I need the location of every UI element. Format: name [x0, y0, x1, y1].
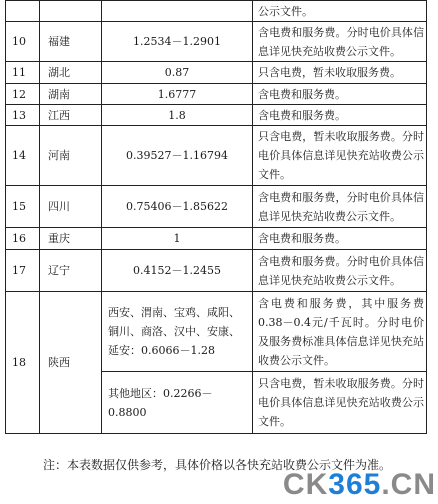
- cell-province: 辽宁: [40, 250, 102, 292]
- cell-price: 1.2534－1.2901: [102, 22, 253, 62]
- table-row: [6, 62, 427, 84]
- cell-no: 11: [6, 62, 40, 84]
- cell-province: 福建: [40, 22, 102, 62]
- table-row: [6, 250, 427, 292]
- cell-note: 含电费和服务费。: [253, 105, 427, 126]
- cell-note: 公示文件。: [253, 1, 427, 22]
- cell-province: 陕西: [40, 292, 102, 434]
- cell-note: 只含电费，暂未收取服务费。: [253, 62, 427, 84]
- cell-note: 只含电费，暂未收取服务费。分时电价具体信息详见快充站收费公示文件。: [253, 372, 427, 434]
- watermark-accent: 365: [328, 468, 382, 501]
- table-row: [6, 1, 427, 22]
- cell-no: 15: [6, 186, 40, 228]
- cell-price: [102, 1, 253, 22]
- cell-no: 13: [6, 105, 40, 126]
- cell-price-subregion: 西安、渭南、宝鸡、咸阳、铜川、商洛、汉中、安康、延安：0.6066－1.28: [102, 292, 253, 372]
- cell-note: 含电费和服务费。分时电价具体信息详见快充站收费公示文件。: [253, 250, 427, 292]
- cell-price-subregion: 其他地区：0.2266－0.8800: [102, 372, 253, 434]
- cell-province: [40, 1, 102, 22]
- cell-province: 江西: [40, 105, 102, 126]
- cell-price: 0.39527－1.16794: [102, 126, 253, 186]
- charging-price-table: [5, 0, 427, 434]
- table-row: [6, 186, 427, 228]
- cell-price: 0.4152－1.2455: [102, 250, 253, 292]
- watermark-suffix: .CN: [381, 468, 436, 501]
- footnote: 注：本表数据仅供参考，具体价格以各快充站收费公示文件为准。: [43, 458, 392, 472]
- cell-no: 10: [6, 22, 40, 62]
- table-row: [6, 126, 427, 186]
- cell-province: 河南: [40, 126, 102, 186]
- cell-note: 只含电费，暂未收取服务费。分时电价具体信息详见快充站收费公示文件。: [253, 126, 427, 186]
- cell-price: 1: [102, 228, 253, 250]
- cell-province: 湖南: [40, 84, 102, 105]
- table-row: [6, 228, 427, 250]
- cell-note: 含电费和服务费，其中服务费0.38－0.4元/千瓦时。分时电价及服务费标准具体信息详见快充站收费公示文件。: [253, 292, 427, 372]
- table-row: [6, 22, 427, 62]
- cell-no: 12: [6, 84, 40, 105]
- cell-province: 四川: [40, 186, 102, 228]
- cell-note: 含电费和服务费，分时电价具体信息详见快充站收费公示文件。: [253, 186, 427, 228]
- table-row: [6, 292, 427, 372]
- cell-price: 1.6777: [102, 84, 253, 105]
- cell-note: 含电费和服务费。: [253, 84, 427, 105]
- cell-note: 含电费和服务费。: [253, 228, 427, 250]
- cell-no: [6, 1, 40, 22]
- cell-no: 14: [6, 126, 40, 186]
- cell-price: 1.8: [102, 105, 253, 126]
- cell-note: 含电费和服务费。分时电价具体信息详见快充站收费公示文件。: [253, 22, 427, 62]
- cell-price: 0.87: [102, 62, 253, 84]
- table-row: [6, 105, 427, 126]
- cell-province: 湖北: [40, 62, 102, 84]
- table-row: [6, 84, 427, 105]
- cell-province: 重庆: [40, 228, 102, 250]
- cell-no: 16: [6, 228, 40, 250]
- site-watermark: [283, 468, 436, 502]
- watermark-prefix: CK: [282, 468, 329, 501]
- cell-price: 0.75406－1.85622: [102, 186, 253, 228]
- cell-no: 18: [6, 292, 40, 434]
- cell-no: 17: [6, 250, 40, 292]
